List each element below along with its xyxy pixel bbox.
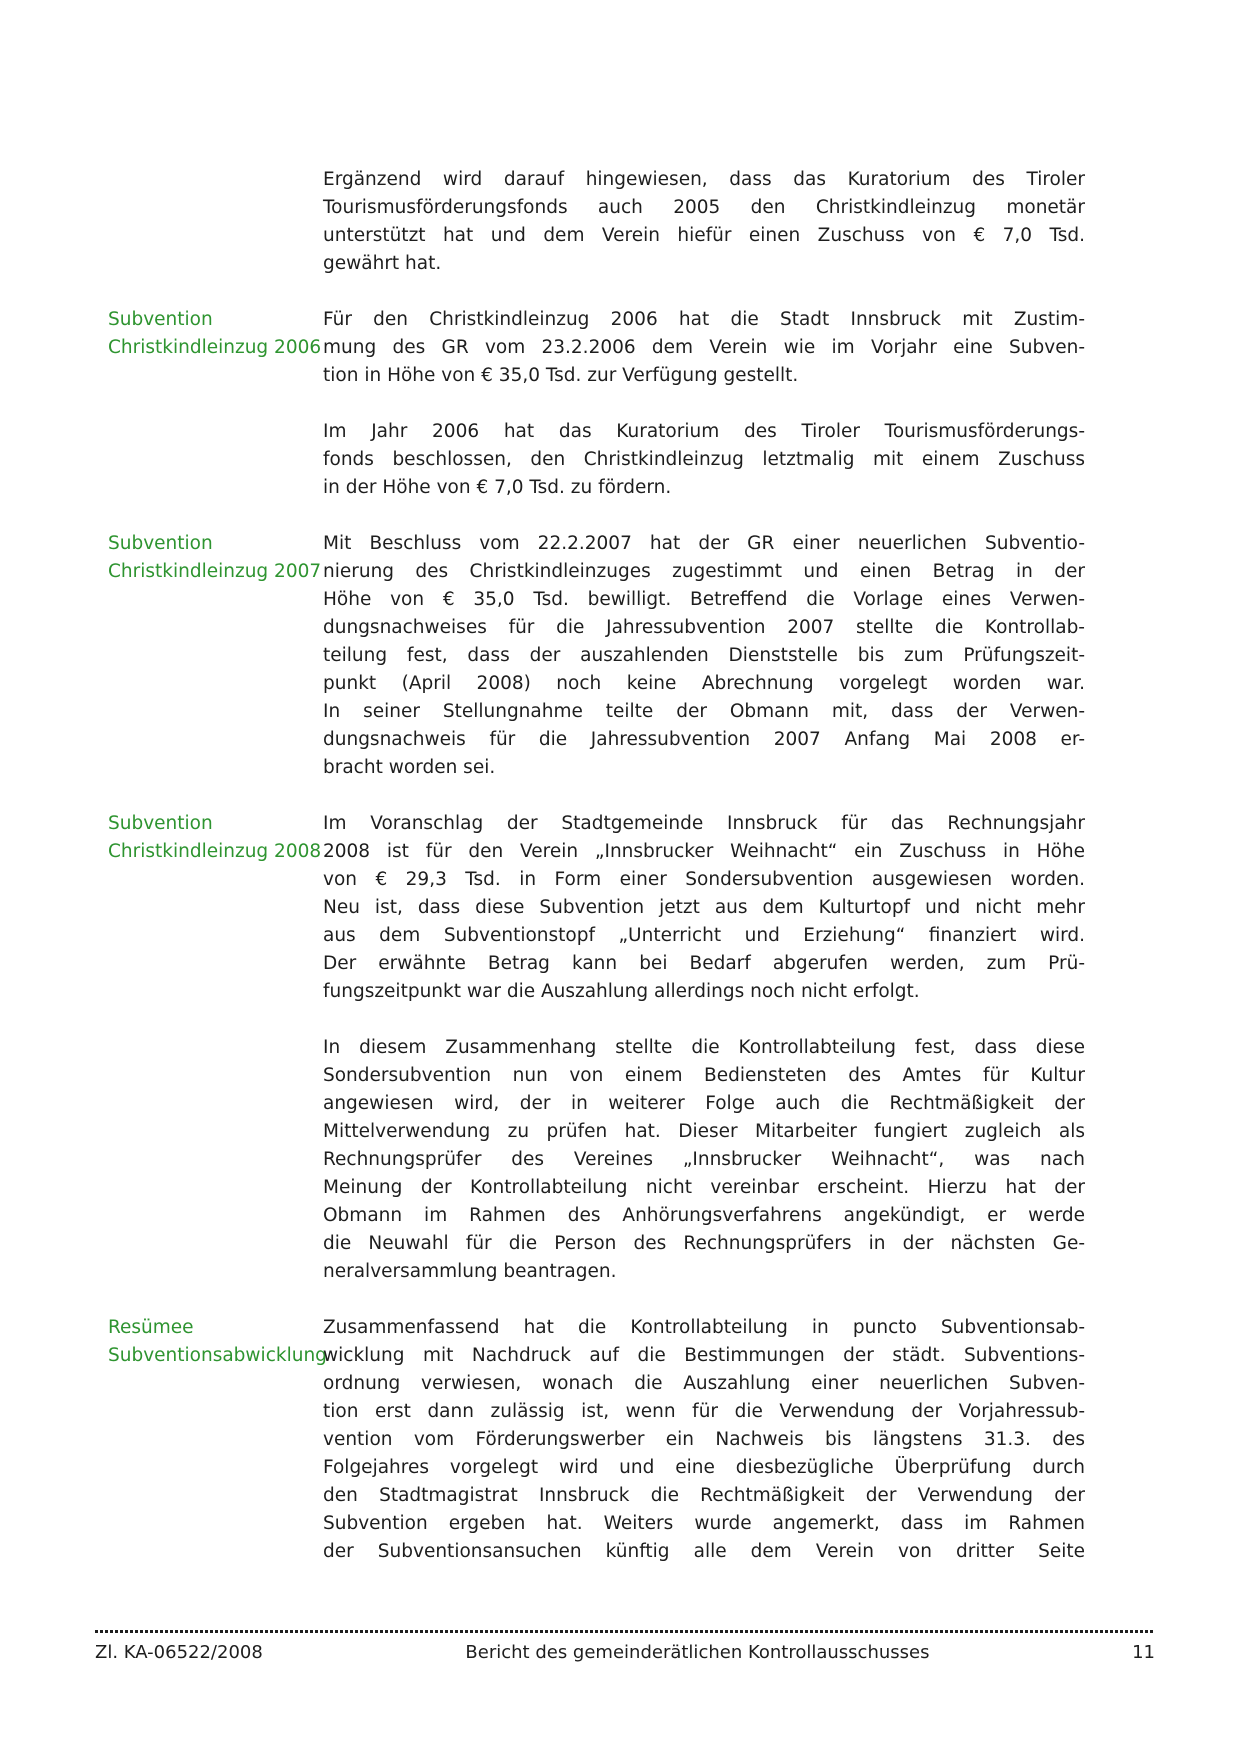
footer-reference-number: Zl. KA-06522/2008 [95, 1642, 263, 1663]
report-section [108, 418, 1085, 502]
footer-page-number: 11 [1132, 1642, 1155, 1663]
paragraph-text-line: Im Jahr 2006 hat das Kuratorium des Tiroler Tourismusförderungs- [323, 421, 1085, 442]
section-paragraph [323, 1034, 1085, 1286]
section-paragraph [323, 1314, 1085, 1566]
margin-label-line: Subvention [108, 813, 213, 834]
paragraph-text-line: Rechnungsprüfer des Vereines „Innsbrucker Weihnacht“, was nach [323, 1149, 1085, 1170]
paragraph-text-line: tion in Höhe von € 35,0 Tsd. zur Verfügung gestellt. [323, 365, 799, 386]
paragraph-text-line: In seiner Stellungnahme teilte der Obmann mit, dass der Verwen- [323, 701, 1085, 722]
footer-divider [95, 1630, 1155, 1633]
paragraph-text-line: den Stadtmagistrat Innsbruck die Rechtmäßigkeit der Verwendung der [323, 1485, 1085, 1506]
paragraph-text-line: Meinung der Kontrollabteilung nicht vereinbar erscheint. Hierzu hat der [323, 1177, 1085, 1198]
paragraph-text-line: bracht worden sei. [323, 757, 496, 778]
report-body [108, 166, 1085, 1566]
paragraph-text-line: Neu ist, dass diese Subvention jetzt aus dem Kulturtopf und nicht mehr [323, 897, 1085, 918]
report-section [108, 530, 1085, 782]
section-paragraph [323, 530, 1085, 782]
margin-label-line: Resümee [108, 1317, 194, 1338]
paragraph-text-line: von € 29,3 Tsd. in Form einer Sondersubvention ausgewiesen worden. [323, 869, 1085, 890]
margin-label-line: Subventionsabwicklung [108, 1345, 327, 1366]
paragraph-text-line: Für den Christkindleinzug 2006 hat die Stadt Innsbruck mit Zustim- [323, 309, 1085, 330]
margin-label-line: Christkindleinzug 2006 [108, 337, 322, 358]
section-paragraph [323, 166, 1085, 278]
paragraph-text-line: Tourismusförderungsfonds auch 2005 den Christkindleinzug monetär [323, 197, 1085, 218]
paragraph-text-line: punkt (April 2008) noch keine Abrechnung vorgelegt worden war. [323, 673, 1085, 694]
report-section [108, 810, 1085, 1006]
paragraph-text-line: Zusammenfassend hat die Kontrollabteilung in puncto Subventionsab- [323, 1317, 1085, 1338]
paragraph-text-line: neralversammlung beantragen. [323, 1261, 617, 1282]
paragraph-text-line: vention vom Förderungswerber ein Nachweis bis längstens 31.3. des [323, 1429, 1085, 1450]
paragraph-text-line: dungsnachweis für die Jahressubvention 2007 Anfang Mai 2008 er- [323, 729, 1085, 750]
report-section [108, 306, 1085, 390]
paragraph-text-line: nierung des Christkindleinzuges zugestimmt und einen Betrag in der [323, 561, 1085, 582]
section-margin-label [108, 530, 323, 586]
footer-report-title: Bericht des gemeinderätlichen Kontrollausschusses [465, 1642, 930, 1663]
paragraph-text-line: gewährt hat. [323, 253, 442, 274]
paragraph-text-line: in der Höhe von € 7,0 Tsd. zu fördern. [323, 477, 672, 498]
paragraph-text-line: Mit Beschluss vom 22.2.2007 hat der GR einer neuerlichen Subventio- [323, 533, 1085, 554]
paragraph-text-line: Der erwähnte Betrag kann bei Bedarf abgerufen werden, zum Prü- [323, 953, 1085, 974]
section-margin-label [108, 810, 323, 866]
paragraph-text-line: fungszeitpunkt war die Auszahlung allerdings noch nicht erfolgt. [323, 981, 920, 1002]
paragraph-text-line: tion erst dann zulässig ist, wenn für die Verwendung der Vorjahressub- [323, 1401, 1085, 1422]
paragraph-text-line: fonds beschlossen, den Christkindleinzug letztmalig mit einem Zuschuss [323, 449, 1085, 470]
paragraph-text-line: die Neuwahl für die Person des Rechnungsprüfers in der nächsten Ge- [323, 1233, 1085, 1254]
paragraph-text-line: Mittelverwendung zu prüfen hat. Dieser Mitarbeiter fungiert zugleich als [323, 1121, 1085, 1142]
margin-label-line: Subvention [108, 533, 213, 554]
section-paragraph [323, 418, 1085, 502]
report-section [108, 1314, 1085, 1566]
paragraph-text-line: angewiesen wird, der in weiterer Folge auch die Rechtmäßigkeit der [323, 1093, 1085, 1114]
paragraph-text-line: dungsnachweises für die Jahressubvention 2007 stellte die Kontrollab- [323, 617, 1085, 638]
paragraph-text-line: mung des GR vom 23.2.2006 dem Verein wie im Vorjahr eine Subven- [323, 337, 1085, 358]
paragraph-text-line: der Subventionsansuchen künftig alle dem Verein von dritter Seite [323, 1541, 1085, 1562]
paragraph-text-line: Höhe von € 35,0 Tsd. bewilligt. Betreffend die Vorlage eines Verwen- [323, 589, 1085, 610]
margin-label-line: Christkindleinzug 2007 [108, 561, 322, 582]
section-margin-label [108, 306, 323, 362]
paragraph-text-line: Subvention ergeben hat. Weiters wurde angemerkt, dass im Rahmen [323, 1513, 1085, 1534]
section-margin-label [108, 1314, 327, 1370]
paragraph-text-line: Folgejahres vorgelegt wird und eine diesbezügliche Überprüfung durch [323, 1457, 1085, 1478]
section-paragraph [323, 810, 1085, 1006]
paragraph-text-line: Im Voranschlag der Stadtgemeinde Innsbruck für das Rechnungsjahr [323, 813, 1085, 834]
paragraph-text-line: Sondersubvention nun von einem Bediensteten des Amtes für Kultur [323, 1065, 1085, 1086]
section-paragraph [323, 306, 1085, 390]
report-section [108, 1034, 1085, 1286]
report-section [108, 166, 1085, 278]
paragraph-text-line: teilung fest, dass der auszahlenden Dienststelle bis zum Prüfungszeit- [323, 645, 1085, 666]
footer-row [95, 1642, 1155, 1663]
paragraph-text-line: ordnung verwiesen, wonach die Auszahlung einer neuerlichen Subven- [323, 1373, 1085, 1394]
paragraph-text-line: Obmann im Rahmen des Anhörungsverfahrens angekündigt, er werde [323, 1205, 1085, 1226]
paragraph-text-line: aus dem Subventionstopf „Unterricht und Erziehung“ finanziert wird. [323, 925, 1085, 946]
paragraph-text-line: unterstützt hat und dem Verein hiefür einen Zuschuss von € 7,0 Tsd. [323, 225, 1085, 246]
margin-label-line: Subvention [108, 309, 213, 330]
paragraph-text-line: In diesem Zusammenhang stellte die Kontrollabteilung fest, dass diese [323, 1037, 1085, 1058]
paragraph-text-line: Ergänzend wird darauf hingewiesen, dass das Kuratorium des Tiroler [323, 169, 1085, 190]
margin-label-line: Christkindleinzug 2008 [108, 841, 322, 862]
page-footer [95, 1630, 1155, 1663]
paragraph-text-line: wicklung mit Nachdruck auf die Bestimmungen der städt. Subventions- [323, 1345, 1085, 1366]
paragraph-text-line: 2008 ist für den Verein „Innsbrucker Weihnacht“ ein Zuschuss in Höhe [323, 841, 1085, 862]
